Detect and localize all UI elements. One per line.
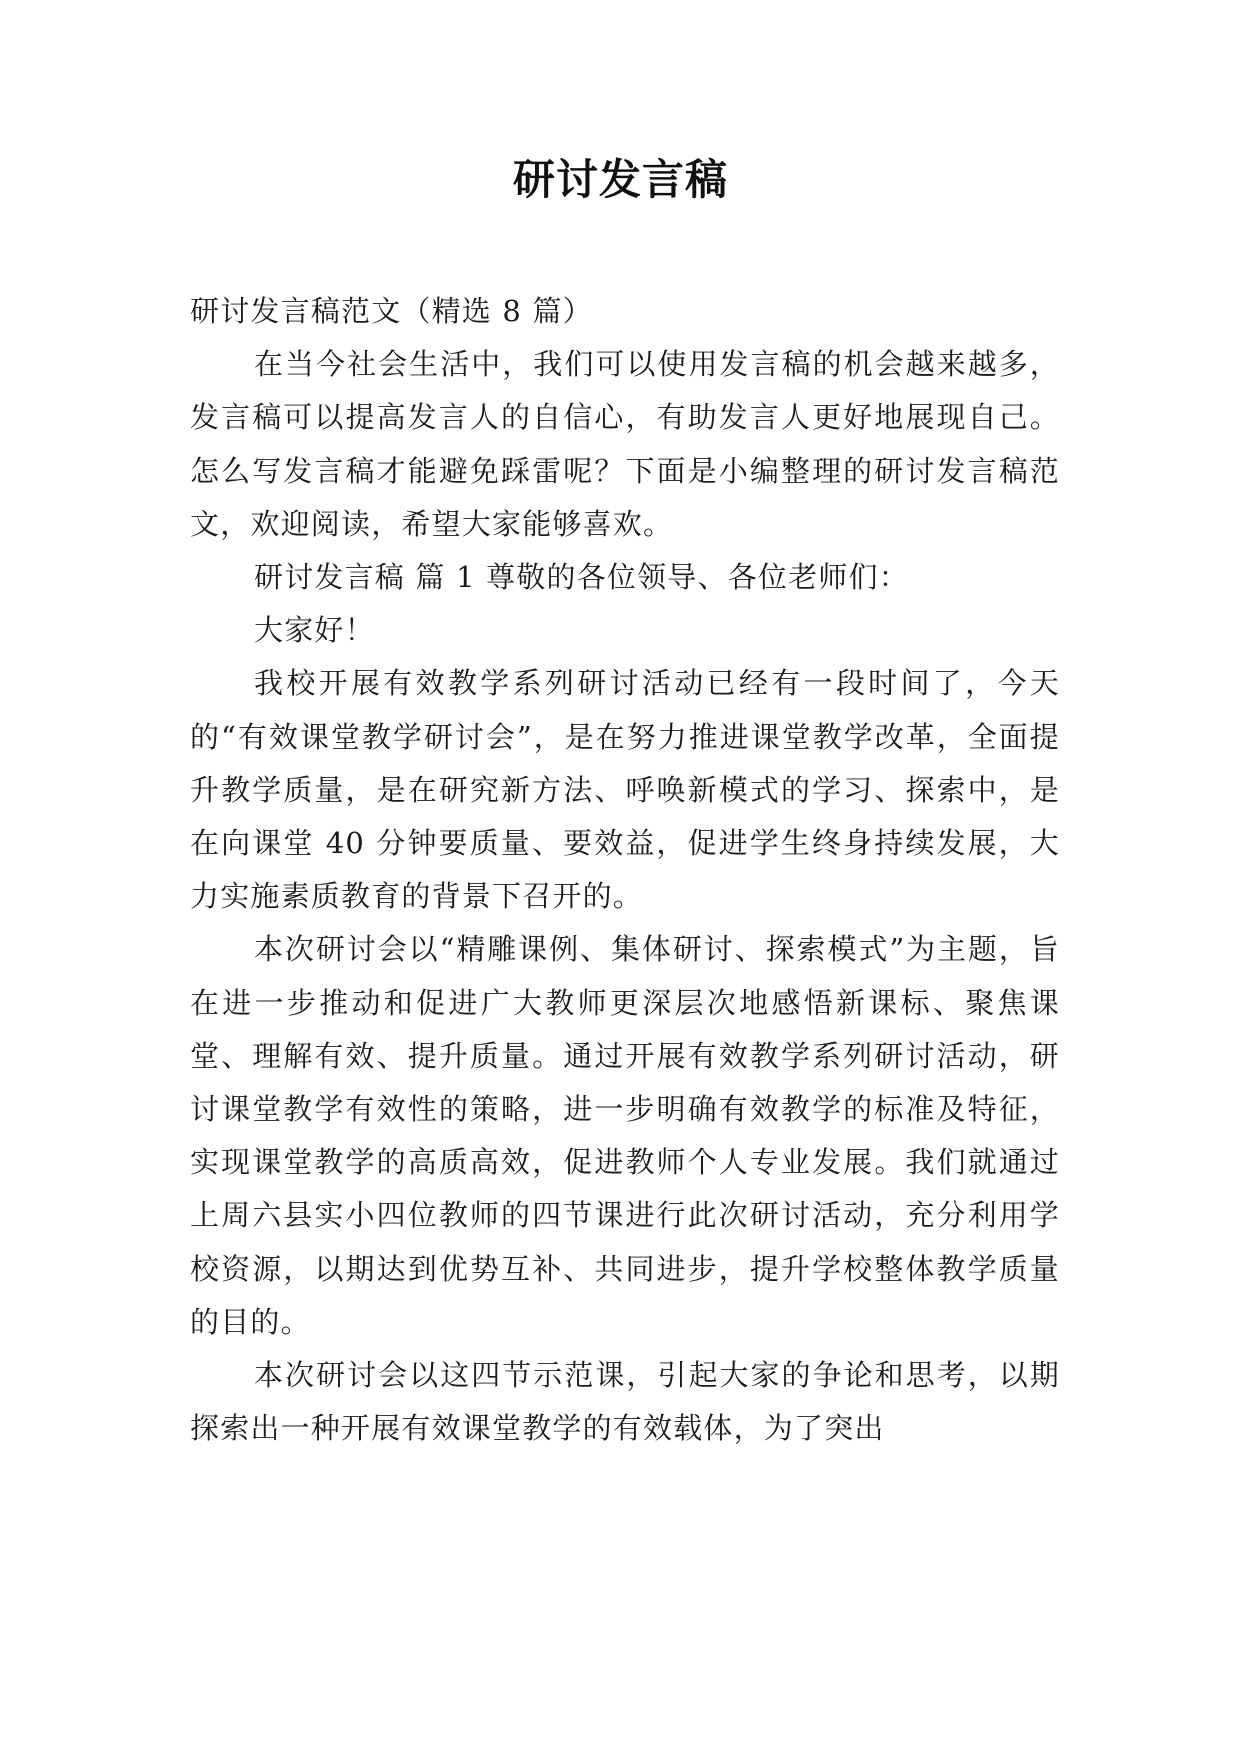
document-body — [190, 285, 1060, 1455]
paragraph-demo-lessons: 本次研讨会以这四节示范课，引起大家的争论和思考，以期探索出一种开展有效课堂教学的有效载体，为了突出 — [190, 1358, 1060, 1446]
paragraph-background: 我校开展有效教学系列研讨活动已经有一段时间了，今天的“有效课堂教学研讨会”，是在努力推进课堂教学改革，全面提升教学质量，是在研究新方法、呼唤新模式的学习、探索中，是在向课堂 40 分钟要质量、要效益，促进学生终身持续发展，大力实施素质教育的背景下召开的。 — [190, 666, 1060, 914]
paragraph-salutation: 研讨发言稿 篇 1 尊敬的各位领导、各位老师们： — [254, 560, 909, 595]
paragraph-theme: 本次研讨会以“精雕课例、集体研讨、探索模式”为主题，旨在进一步推动和促进广大教师更深层次地感悟新课标、聚焦课堂、理解有效、提升质量。通过开展有效教学系列研讨活动，研讨课堂教学有效性的策略，进一步明确有效教学的标准及特征，实现课堂教学的高质高效，促进教师个人专业发展。我们就通过上周六县实小四位教师的四节课进行此次研讨活动，充分利用学校资源，以期达到优势互补、共同进步，提升学校整体教学质量的目的。 — [190, 932, 1060, 1339]
paragraph-greeting: 大家好！ — [254, 613, 375, 648]
document-title: 研讨发言稿 — [512, 155, 728, 204]
document-subtitle: 研讨发言稿范文（精选 8 篇） — [190, 294, 593, 328]
paragraph-intro: 在当今社会生活中，我们可以使用发言稿的机会越来越多，发言稿可以提高发言人的自信心，有助发言人更好地展现自己。怎么写发言稿才能避免踩雷呢？下面是小编整理的研讨发言稿范文，欢迎阅读，希望大家能够喜欢。 — [190, 347, 1060, 541]
